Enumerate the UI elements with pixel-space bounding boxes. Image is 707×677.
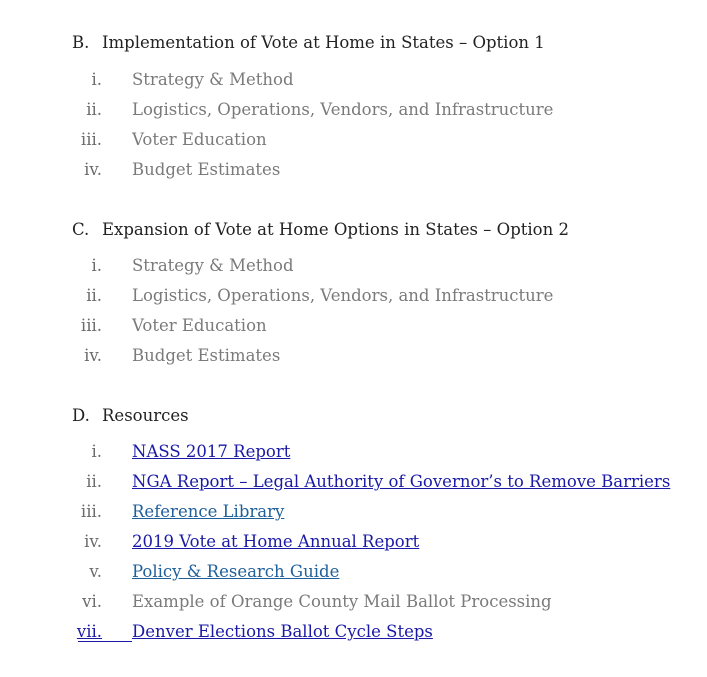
list-item [0,622,707,646]
section-letter: B. [72,33,90,52]
list-numeral: iv. [84,160,102,179]
list-item [0,130,707,154]
section-title: Resources [102,406,189,425]
list-item [0,532,707,556]
section-title: Expansion of Vote at Home Options in States – Option 2 [102,220,569,239]
section-c-heading [72,220,569,239]
list-item [0,316,707,340]
list-item-text: Logistics, Operations, Vendors, and Infrastructure [132,286,554,305]
list-item [0,346,707,370]
section-letter: D. [72,406,90,425]
list-numeral: iii. [80,316,102,335]
policy-guide-link[interactable]: Policy & Research Guide [132,562,340,581]
section-b-heading [72,33,545,52]
list-item [0,562,707,586]
section-title: Implementation of Vote at Home in States – Option 1 [102,33,545,52]
list-numeral: ii. [86,472,102,491]
list-item [0,70,707,94]
nass-report-link[interactable]: NASS 2017 Report [132,442,291,461]
list-item [0,286,707,310]
list-numeral: vi. [82,592,102,611]
list-item-text: Logistics, Operations, Vendors, and Infrastructure [132,100,554,119]
list-numeral: i. [91,256,102,275]
list-item [0,256,707,280]
list-item-text: Strategy & Method [132,256,294,275]
denver-elections-link[interactable]: Denver Elections Ballot Cycle Steps [132,622,433,641]
list-item-text: Budget Estimates [132,346,281,365]
list-item [0,160,707,184]
list-item [0,442,707,466]
list-numeral: v. [89,562,102,581]
annual-report-link[interactable]: 2019 Vote at Home Annual Report [132,532,420,551]
list-item-text: Voter Education [132,316,267,335]
list-numeral: i. [91,442,102,461]
list-item-text: Voter Education [132,130,267,149]
list-item-text: Strategy & Method [132,70,294,89]
nga-report-link[interactable]: NGA Report – Legal Authority of Governor’s to Remove Barriers [132,472,671,491]
reference-library-link[interactable]: Reference Library [132,502,285,521]
list-numeral: iv. [84,532,102,551]
section-letter: C. [72,220,90,239]
list-item [0,472,707,496]
list-item-text: Budget Estimates [132,160,281,179]
link-underline [78,641,132,642]
list-numeral: ii. [86,286,102,305]
list-numeral: iii. [80,502,102,521]
list-item [0,592,707,616]
list-numeral: ii. [86,100,102,119]
list-numeral: i. [91,70,102,89]
list-numeral[interactable]: vii. [76,622,102,641]
list-numeral: iii. [80,130,102,149]
list-numeral: iv. [84,346,102,365]
list-item [0,100,707,124]
list-item [0,502,707,526]
section-d-heading [72,406,189,425]
list-item-text: Example of Orange County Mail Ballot Processing [132,592,552,611]
